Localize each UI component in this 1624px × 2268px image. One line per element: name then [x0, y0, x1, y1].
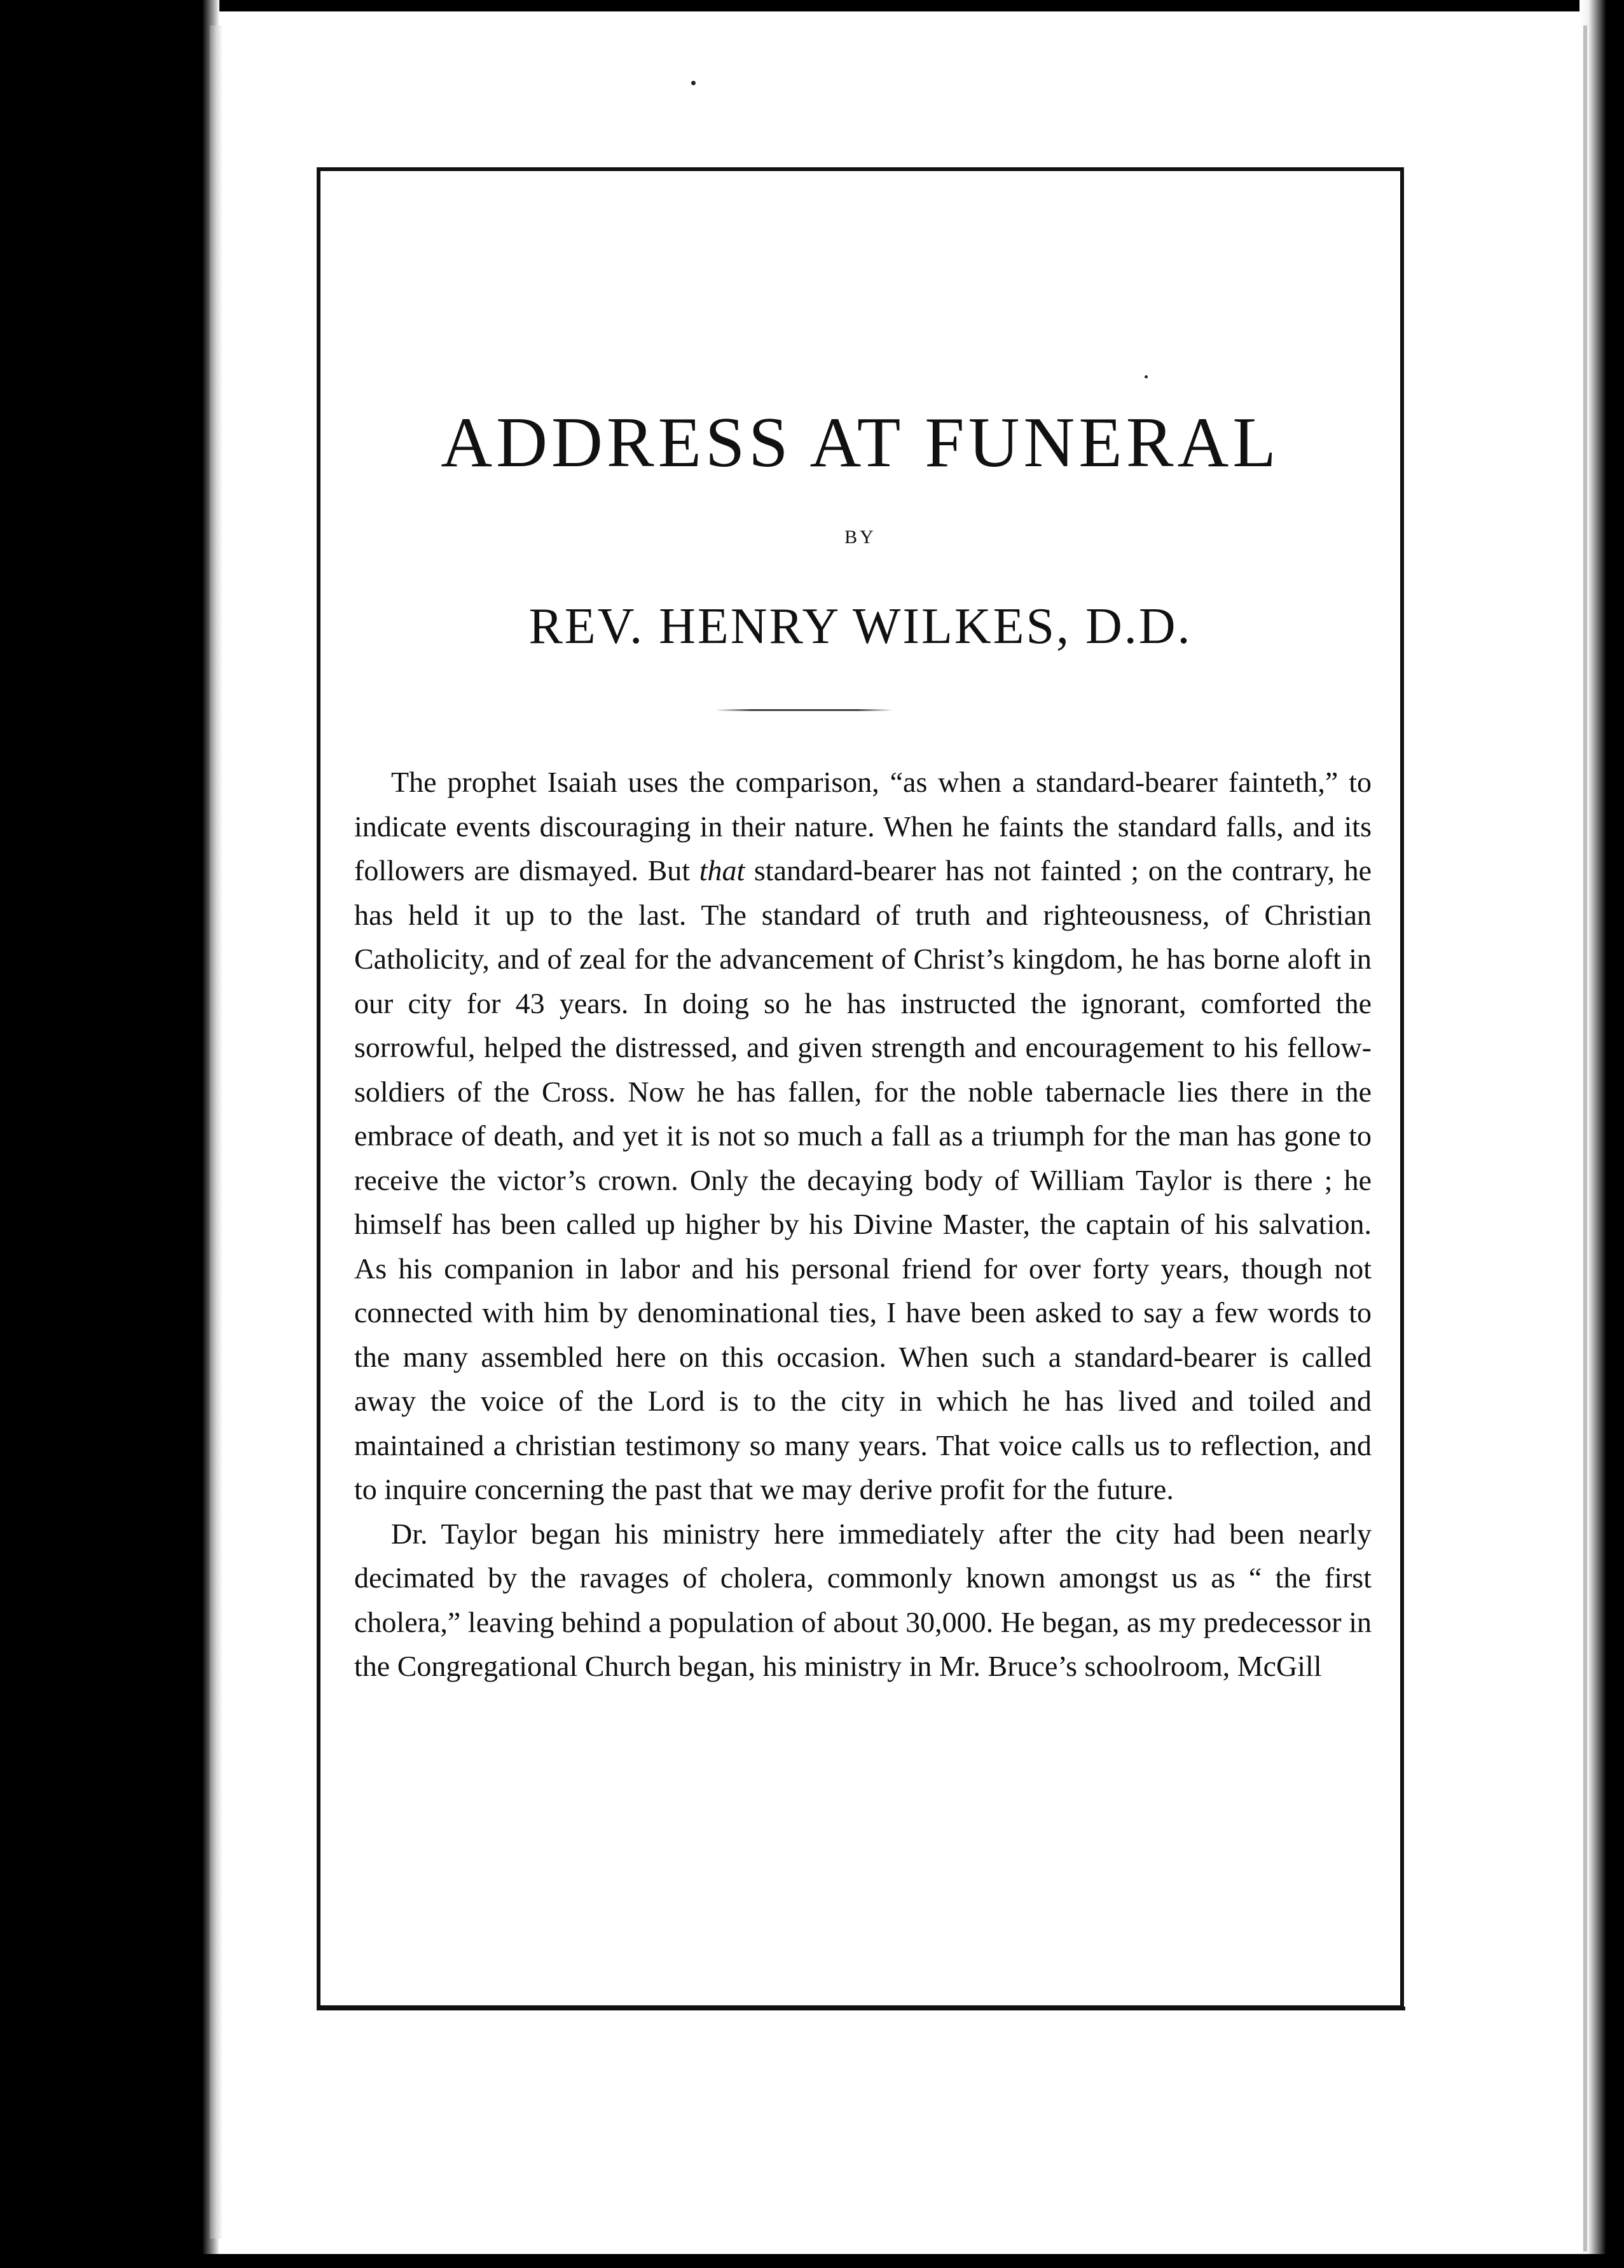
scan-gutter-shadow	[210, 25, 223, 2239]
scan-speck	[691, 81, 696, 85]
scan-bottom-edge	[0, 2254, 1624, 2268]
scan-binding-edge	[0, 0, 219, 2268]
scan-page-fold	[1583, 25, 1587, 2251]
paragraph-1-italic: that	[699, 854, 745, 887]
paragraph-1	[354, 760, 1372, 1512]
paragraph-2: Dr. Taylor began his ministry here immediately after the city had been nearly decimated by the ravages of cholera, commonly known amongst us as “ the first cholera,” leaving behind a population of about 30,000. He began, as my predecessor in the Congregational Church began, his ministry in Mr. Bruce’s schoolroom, McGill	[354, 1517, 1372, 1682]
paragraph-1-text-a: The prophet Isaiah uses the comparison, “as when a standard-bearer fainteth,” to indicate events discouraging in their nature. When he faints the standard falls, and its followers are dismayed. But	[354, 766, 1372, 887]
address-body	[354, 760, 1372, 1689]
page-border-shadow	[317, 2007, 1405, 2010]
byline-label: BY	[844, 527, 876, 548]
author-name: REV. HENRY WILKES, D.D.	[528, 598, 1192, 654]
page-title: ADDRESS AT FUNERAL	[441, 403, 1280, 482]
ornamental-rule	[715, 709, 893, 711]
scan-top-edge	[0, 0, 1624, 11]
paragraph-1-text-b: standard-bearer has not fainted ; on the contrary, he has held it up to the last. The standard of truth and righteousness, of Christian Catholicity, and of zeal for the advancement of Christ’s kingdom, he has borne aloft in our city for 43 years. In doing so he has instructed the ignorant, comforted the sorrowful, helped the distressed, and given strength and encouragement to his fellow-soldiers of the Cross. Now he has fallen, for the noble tabernacle lies there in the embrace of death, and yet it is not so much a fall as a triumph for the man has gone to receive the victor’s crown. Only the decaying body of William Taylor is there ; he himself has been called up higher by his Divine Master, the captain of his salvation. As his companion in labor and his personal friend for over forty years, though not connected with him by denominational ties, I have been asked to say a few words to the many assembled here on this occasion. When such a standard-bearer is called away the voice of the Lord is to the city in which he has lived and toiled and maintained a christian testimony so many years. That voice calls us to reflection, and to inquire concerning the past that we may derive profit for the future.	[354, 854, 1372, 1505]
